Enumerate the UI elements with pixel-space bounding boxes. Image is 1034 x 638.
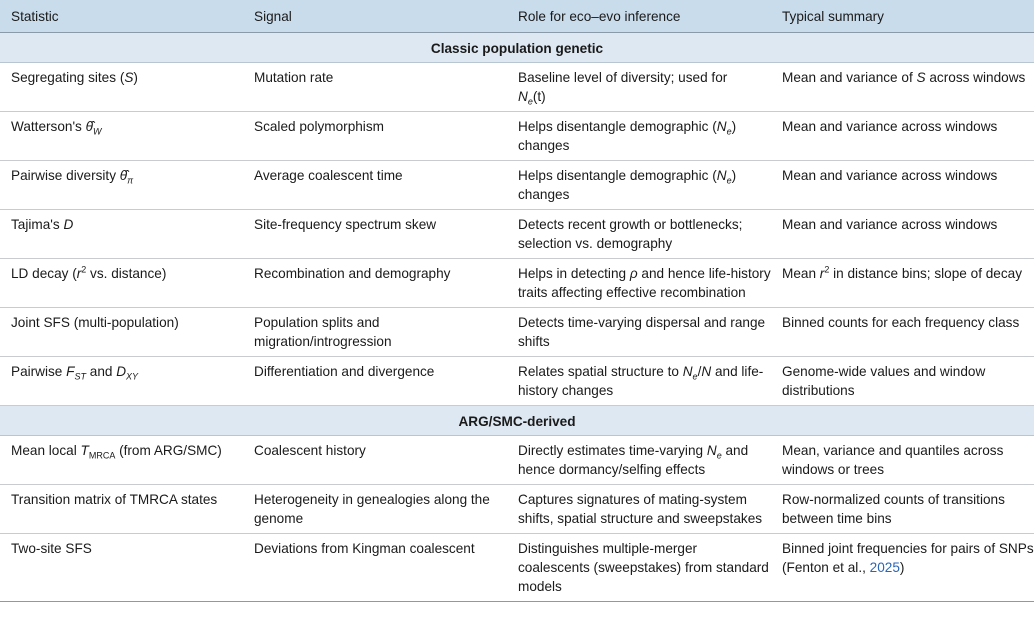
cell-role: Detects recent growth or bottlenecks; selection vs. demography <box>507 210 771 259</box>
table-row <box>0 210 1034 259</box>
section-row-arg <box>0 406 1034 436</box>
table-row <box>0 112 1034 161</box>
cell-summary: Mean and variance of S across windows <box>771 63 1034 112</box>
table-row <box>0 308 1034 357</box>
table-row <box>0 63 1034 112</box>
cell-role: Directly estimates time-varying $N_e$ and hence dormancy/selfing effects <box>507 436 771 485</box>
cell-role: Relates spatial structure to $N_e/N$ and life-history changes <box>507 357 771 406</box>
cell-signal: Mutation rate <box>243 63 507 112</box>
header-signal: Signal <box>243 0 507 33</box>
cell-signal: Average coalescent time <box>243 161 507 210</box>
section-row-classic <box>0 33 1034 63</box>
cell-statistic: Pairwise $F_{ST}$ and $D_{XY}$ <box>0 357 243 406</box>
cell-statistic: Joint SFS (multi-population) <box>0 308 243 357</box>
cell-summary: Mean and variance across windows <box>771 210 1034 259</box>
cell-statistic: Tajima's D <box>0 210 243 259</box>
cell-statistic: Segregating sites (S) <box>0 63 243 112</box>
cell-signal: Scaled polymorphism <box>243 112 507 161</box>
header-role: Role for eco–evo inference <box>507 0 771 33</box>
section-title: Classic population genetic <box>0 33 1034 63</box>
table-row <box>0 259 1034 308</box>
cell-summary: Mean, variance and quantiles across windows or trees <box>771 436 1034 485</box>
citation-link[interactable]: 2025 <box>869 560 900 575</box>
cell-summary: Mean and variance across windows <box>771 161 1034 210</box>
cell-signal: Coalescent history <box>243 436 507 485</box>
cell-summary: Binned joint frequencies for pairs of SNPs (Fenton et al., 2025) <box>771 534 1034 602</box>
cell-statistic: Transition matrix of TMRCA states <box>0 485 243 534</box>
cell-statistic: Watterson's $\thetâ_W$ <box>0 112 243 161</box>
cell-statistic: Mean local $T_{MRCA}$ (from ARG/SMC) <box>0 436 243 485</box>
cell-summary: Genome-wide values and window distributions <box>771 357 1034 406</box>
cell-signal: Heterogeneity in genealogies along the genome <box>243 485 507 534</box>
cell-signal: Site-frequency spectrum skew <box>243 210 507 259</box>
cell-summary: Mean $r^2$ in distance bins; slope of decay <box>771 259 1034 308</box>
cell-summary: Mean and variance across windows <box>771 112 1034 161</box>
cell-role: Baseline level of diversity; used for $N_e(t)$ <box>507 63 771 112</box>
cell-summary: Row-normalized counts of transitions between time bins <box>771 485 1034 534</box>
cell-role: Captures signatures of mating-system shifts, spatial structure and sweepstakes <box>507 485 771 534</box>
section-title: ARG/SMC-derived <box>0 406 1034 436</box>
header-summary: Typical summary <box>771 0 1034 33</box>
table-row <box>0 534 1034 602</box>
cell-role: Detects time-varying dispersal and range shifts <box>507 308 771 357</box>
table-row <box>0 436 1034 485</box>
header-statistic: Statistic <box>0 0 243 33</box>
cell-signal: Recombination and demography <box>243 259 507 308</box>
cell-role: Helps in detecting ρ and hence life-history traits affecting effective recombination <box>507 259 771 308</box>
header-row <box>0 0 1034 33</box>
cell-signal: Deviations from Kingman coalescent <box>243 534 507 602</box>
cell-summary: Binned counts for each frequency class <box>771 308 1034 357</box>
cell-statistic: Two-site SFS <box>0 534 243 602</box>
cell-role: Helps disentangle demographic $(N_e)$ changes <box>507 161 771 210</box>
cell-signal: Differentiation and divergence <box>243 357 507 406</box>
cell-role: Distinguishes multiple-merger coalescents (sweepstakes) from standard models <box>507 534 771 602</box>
cell-signal: Population splits and migration/introgression <box>243 308 507 357</box>
cell-statistic: Pairwise diversity $\thetâ_\pi$ <box>0 161 243 210</box>
cell-role: Helps disentangle demographic $(N_e)$ changes <box>507 112 771 161</box>
table-row <box>0 161 1034 210</box>
cell-statistic: LD decay ($r^2$ vs. distance) <box>0 259 243 308</box>
table-row <box>0 485 1034 534</box>
table-row <box>0 357 1034 406</box>
